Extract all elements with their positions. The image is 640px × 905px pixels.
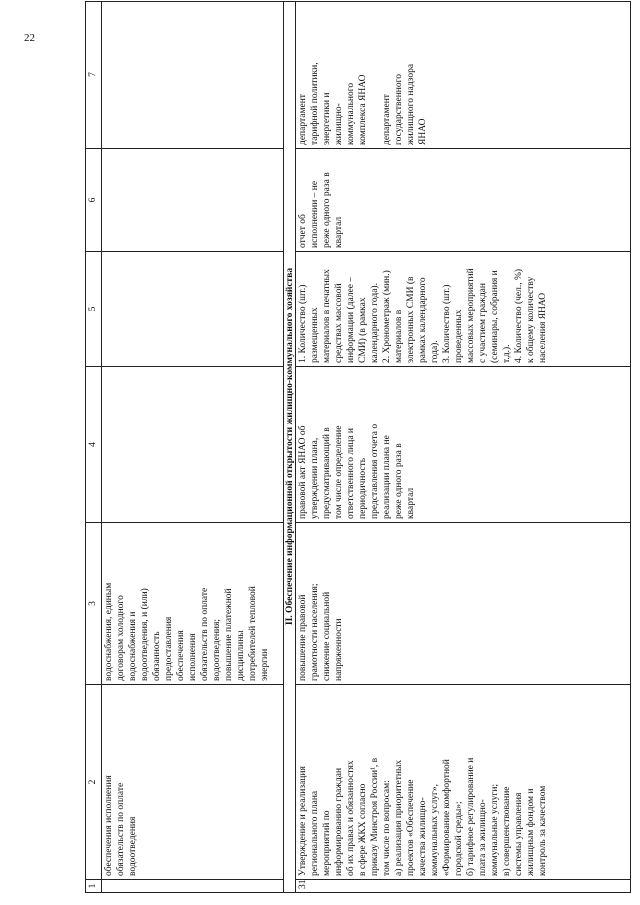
- prev-row-measure: обеспечения исполнения обязательств по оплате водоотведения: [101, 685, 283, 880]
- prev-row-result: водоснабжения, единым договорам холодного водоснабжения и водоотведения, и (или) обязанность предоставления обеспечения исполнения обязательств по оплате водоотведения; повышение платежной дисциплины потребителей тепловой энергии: [101, 523, 283, 685]
- row-31-indicators: 1. Количество (шт.) размещенных материалов в печатных средствах массовой информации (далее – СМИ) (в рамках календарного года). 2. Хронометраж (мин.) материалов в электронных СМИ (в рамках календарного года). 3. Количество (шт.) проведенных массовых мероприятий с участием граждан (семинары, собрания и т.д.). 4. Количество (чел., %) к общему количеству населения ЯНАО: [295, 252, 631, 367]
- col-header-3: 3: [85, 523, 101, 685]
- col-header-2: 2: [85, 685, 101, 880]
- prev-row-control: [101, 149, 283, 252]
- row-31-result: повышение правовой грамотности населения; снижение социальной напряженности: [295, 523, 631, 685]
- row-31-document: правовой акт ЯНАО об утверждении плана, предусматривающий в том числе определение ответственного лица и периодичность представления отчета о реализации плана не реже одного раза в квартал: [295, 367, 631, 523]
- page-number: 22: [24, 32, 35, 44]
- rotated-table: [85, 1, 631, 893]
- row-31-responsible: департамент тарифной политики, энергетики и жилищно- коммунального комплекса ЯНАО департамент государственного жилищного надзора ЯНАО: [295, 1, 631, 149]
- prev-row-responsible: [101, 1, 283, 149]
- row-31-control: отчет об исполнении – не реже одного раза в квартал: [295, 149, 631, 252]
- col-header-4: 4: [85, 367, 101, 523]
- table-border-right: [85, 1, 631, 2]
- row-31-number: 31.: [295, 880, 631, 893]
- section-heading: II. Обеспечение информационной открытости жилищно-коммунального хозяйства: [283, 1, 295, 893]
- col-header-6: 6: [85, 149, 101, 252]
- col-header-5: 5: [85, 252, 101, 367]
- prev-row-doc: [101, 367, 283, 523]
- prev-row-indicators: [101, 252, 283, 367]
- col-header-7: 7: [85, 1, 101, 149]
- row-31-measure: Утверждение и реализация регионального плана мероприятий по информированию граждан об их правах и обязанностях в сфере ЖКХ согласно приказу Минстроя России¹, в том числе по вопросам: а) реализация приоритетных проектов «Обеспечение качества жилищно- коммунальных услуг», «Формирование комфортной городской среды»; б) тарифное регулирование и плата за жилищно- коммунальные услуги; в) совершенствование системы управления жилищным фондом и контроль за качеством: [295, 685, 631, 880]
- col-header-1: 1: [85, 880, 101, 893]
- prev-row-num: [101, 880, 283, 893]
- table-border-bottom: [630, 1, 631, 893]
